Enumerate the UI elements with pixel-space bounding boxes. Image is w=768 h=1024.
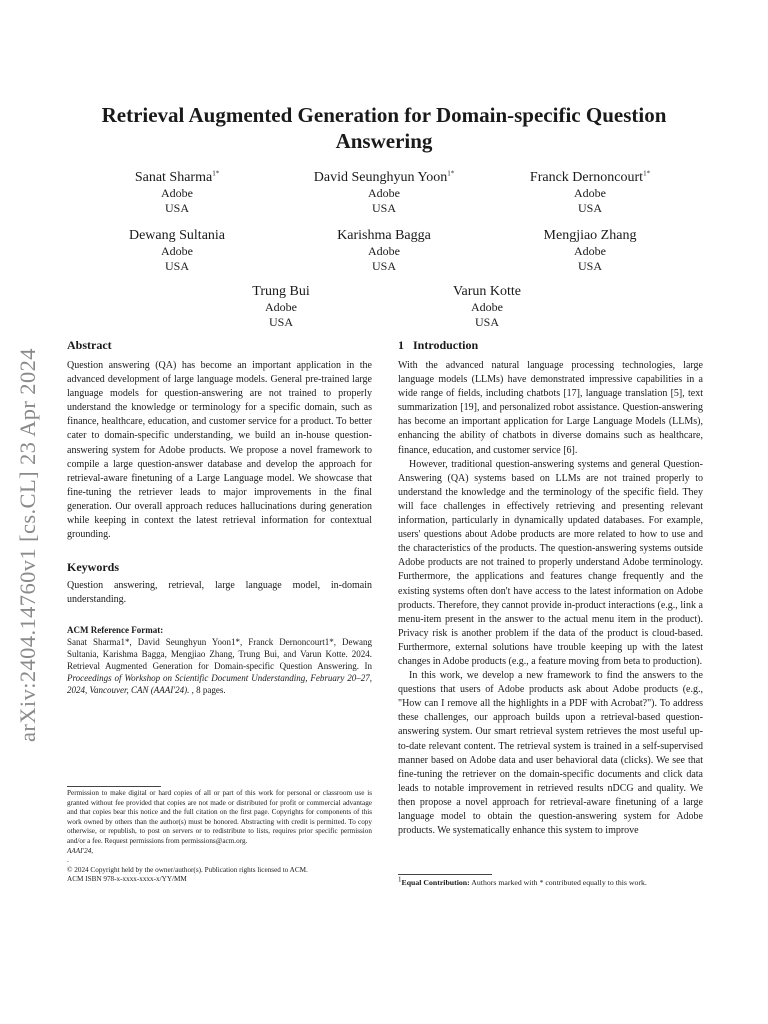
- author-mark: 1*: [212, 169, 220, 178]
- author-block: [274, 227, 494, 274]
- author-block: [480, 169, 700, 216]
- author-country: USA: [474, 315, 499, 329]
- author-block: [171, 283, 391, 330]
- author-block: [377, 283, 597, 330]
- author-name: Mengjiao Zhang: [543, 228, 637, 243]
- acm-reference-text: Sanat Sharma1*, David Seunghyun Yoon1*, Franck Dernoncourt1*, Dewang Sultania, Karishma Bagga, Mengjiao Zhang, Trung Bui, and Varun Kotte. 2024. Retrieval Augmented Generation for Domain-specific Question Answering. In Proceedings of Workshop on Scientific Document Understanding, February 20–27, 2024, Vancouver, CAN (AAAI'24). , 8 pages.: [67, 637, 372, 696]
- author-affiliation: Adobe: [471, 300, 503, 314]
- isbn-line: ACM ISBN 978-x-xxxx-xxxx-x/YY/MM: [67, 875, 187, 884]
- author-country: USA: [371, 201, 396, 215]
- author-name: David Seunghyun Yoon: [313, 170, 448, 185]
- abstract-text: Question answering (QA) has become an important application in the advanced development of large language models. General pre-trained large language models for question-answering are not trained to properly understand the knowledge or terminology for a specific domain, such as finance, healthcare, education, and customer service for a product. To better cater to domain-specific understanding, we build an in-house question-answering system for Adobe products. We propose a novel framework to compile a large question-answer database and develop the approach for retrieval-aware finetuning of a Large Language model. We showcase that fine-tuning the retriever leads to major improvements in the final generation. Our overall approach reduces hallucinations during generation while keeping in context the latest retrieval information for contextual grounding.: [67, 360, 372, 541]
- permission-block: [67, 789, 372, 885]
- author-name: Dewang Sultania: [128, 228, 226, 243]
- author-block: [480, 227, 700, 274]
- author-affiliation: Adobe: [161, 244, 193, 258]
- footnote-text: Authors marked with * contributed equally to this work.: [469, 878, 647, 887]
- permission-venue: AAAI'24,: [67, 846, 94, 855]
- left-column: [67, 337, 372, 696]
- author-affiliation: Adobe: [265, 300, 297, 314]
- author-affiliation: Adobe: [574, 186, 606, 200]
- author-country: USA: [164, 201, 189, 215]
- author-mark: 1*: [643, 169, 651, 178]
- author-country: USA: [577, 201, 602, 215]
- right-column: [398, 337, 703, 838]
- intro-paragraph: In this work, we develop a new framework to find the answers to the questions that users of Adobe products ask about Adobe products (e.g., "How can I remove all the highlights in a PDF with Acrobat?"). To address these challenges, our approach builds upon a retrieval-based question-answering system. Our smart retrieval system retrieves the most useful up-to-date relevant content. The retrieval system is trained in a self-supervised manner based on Adobe data and user behavioral data (clicks). We see that fine-tuning the retriever on the domain-specific documents and click data leads to notable improvement in retrieved results nDCG and quality. We then propose a novel approach for retrieval-aware finetuning of a large language model to obtain the question-answering system for Adobe products. We systematically enhance this system to improve: [398, 670, 703, 837]
- intro-paragraph: However, traditional question-answering systems and general Question-Answering (QA) systems based on LLMs are not trained properly to understand the knowledge and the terminology of the specific field. They will face challenges in effectively retrieving and presenting relevant information, particularly in dynamically updated databases. For example, users' questions about Adobe products are more related to how to use and the characteristics of the products. The question-answering systems outside Adobe products are not trained to properly understand Adobe terminology. Furthermore, the applications and features change frequently and the existing systems often don't have access to the latest information on Adobe products. Therefore, they cannot provide in-product interactions (e.g., link a menu-item present in the answer to the actual menu item in the product). Privacy risk is another problem if the data of the product is cloud-based. Furthermore, external solutions have trouble keeping up with the latest changes in Adobe products (e.g., a feature moving from beta to production).: [398, 458, 703, 667]
- author-affiliation: Adobe: [161, 186, 193, 200]
- keywords-heading: Keywords: [67, 560, 119, 575]
- author-name: Varun Kotte: [452, 284, 522, 299]
- permission-notice: Permission to make digital or hard copies of all or part of this work for personal or classroom use is granted without fee provided that copies are not made or distributed for profit or commercial advantage and that copies bear this notice and the full citation on the first page. Copyrights for components of this work owned by others than the author(s) must be honored. Abstracting with credit is permitted. To copy otherwise, or republish, to post on servers or to redistribute to lists, requires prior specific permission and/or a fee. Request permissions from permissions@acm.org.: [67, 789, 372, 845]
- author-block: [274, 169, 494, 216]
- author-country: USA: [371, 259, 396, 273]
- section-number: 1: [398, 338, 404, 352]
- author-country: USA: [164, 259, 189, 273]
- author-country: USA: [268, 315, 293, 329]
- author-affiliation: Adobe: [368, 186, 400, 200]
- author-block: [67, 227, 287, 274]
- arxiv-identifier-stamp: arXiv:2404.14760v1 [cs.CL] 23 Apr 2024: [15, 348, 40, 742]
- intro-paragraph: With the advanced natural language processing technologies, large language models (LLMs) have demonstrated impressive capabilities in a wide range of fields, including chatbots [17], language translation [5], text summarization [19], and personalized robot assistance. Question-answering has become an important application for Large Language Models (LLMs), enhancing the ability of chatbots in diverse domains such as healthcare, finance, education, and customer service [6].: [398, 360, 703, 456]
- acm-reference-heading: ACM Reference Format:: [67, 625, 164, 636]
- footnote-divider: [398, 874, 492, 875]
- author-affiliation: Adobe: [574, 244, 606, 258]
- equal-contribution-footnote: [398, 875, 703, 888]
- abstract-heading: Abstract: [67, 338, 112, 352]
- author-affiliation: Adobe: [368, 244, 400, 258]
- copyright-line: © 2024 Copyright held by the owner/author(s). Publication rights licensed to ACM.: [67, 865, 308, 874]
- author-block: [67, 169, 287, 216]
- section-title: Introduction: [413, 338, 479, 352]
- author-mark: 1*: [447, 169, 455, 178]
- footnote-mark: 1: [398, 875, 402, 884]
- keywords-text: Question answering, retrieval, large language model, in-domain understanding.: [67, 580, 372, 606]
- author-name: Trung Bui: [252, 284, 310, 299]
- paper-title: Retrieval Augmented Generation for Domain-specific Question Answering: [101, 103, 667, 153]
- footnote-label: Equal Contribution:: [401, 878, 470, 887]
- author-name: Franck Dernoncourt: [529, 170, 644, 185]
- acm-reference-venue: Proceedings of Workshop on Scientific Document Understanding, February 20–27, 2024, Vancouver, CAN (AAAI'24).: [67, 673, 372, 696]
- author-name: Karishma Bagga: [337, 228, 431, 243]
- author-country: USA: [577, 259, 602, 273]
- permission-dot: .: [67, 856, 69, 865]
- author-name: Sanat Sharma: [134, 170, 213, 185]
- footnote-divider: [67, 786, 161, 787]
- introduction-heading: [398, 337, 703, 353]
